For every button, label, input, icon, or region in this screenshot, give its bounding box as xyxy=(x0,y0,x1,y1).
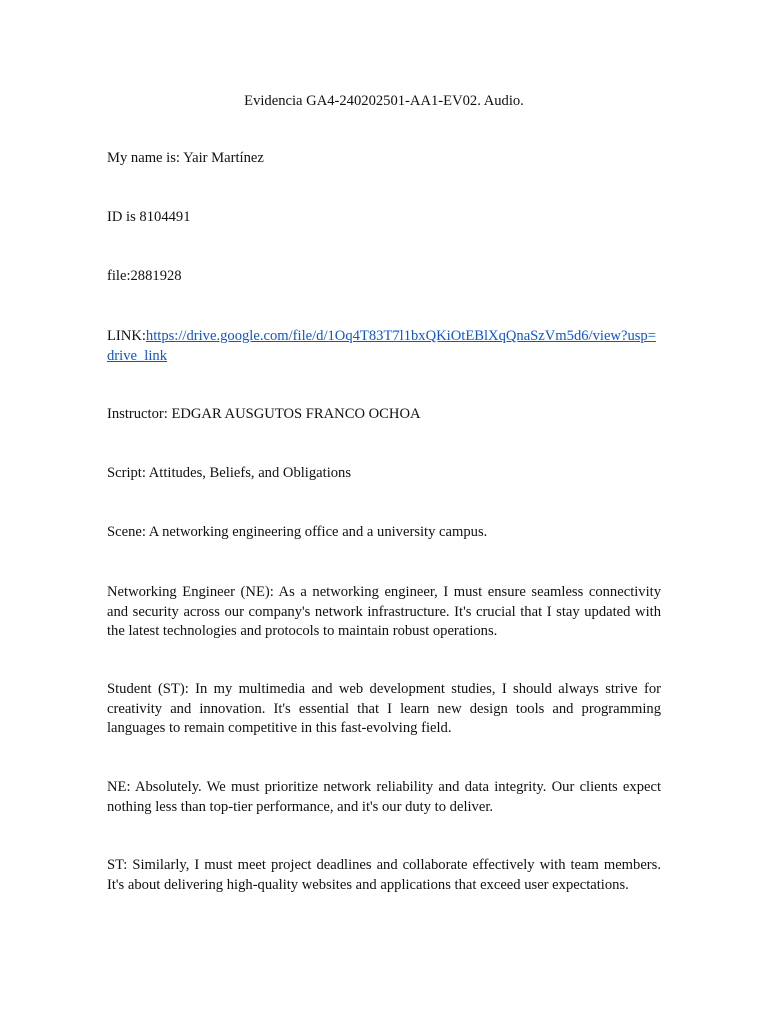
dialogue-paragraph: Student (ST): In my multimedia and web development studies, I should always strive for creativity and innovation. It's essential that I learn new design tools and programming languages to remain competitive in this fast-evolving field. xyxy=(107,681,661,736)
file-line: file:2881928 xyxy=(107,268,182,284)
link-label: LINK: xyxy=(107,328,146,344)
name-line: My name is: Yair Martínez xyxy=(107,150,264,166)
scene-line: Scene: A networking engineering office and a university campus. xyxy=(107,524,488,540)
document-title: Evidencia GA4-240202501-AA1-EV02. Audio. xyxy=(244,93,524,109)
script-line: Script: Attitudes, Beliefs, and Obligations xyxy=(107,465,352,481)
dialogue-paragraph: ST: Similarly, I must meet project deadlines and collaborate effectively with team members. It's about delivering high-quality websites and applications that exceed user expectations. xyxy=(107,857,661,893)
link-line xyxy=(107,327,661,366)
drive-link[interactable]: https://drive.google.com/file/d/1Oq4T83T7l1bxQKiOtEBlXqQnaSzVm5d6/view?usp=drive_link xyxy=(107,328,656,364)
instructor-line: Instructor: EDGAR AUSGUTOS FRANCO OCHOA xyxy=(107,406,421,422)
id-line: ID is 8104491 xyxy=(107,209,191,225)
dialogue-paragraph: NE: Absolutely. We must prioritize network reliability and data integrity. Our clients expect nothing less than top-tier performance, and it's our duty to deliver. xyxy=(107,779,661,815)
dialogue-paragraph: Networking Engineer (NE): As a networking engineer, I must ensure seamless connectivity and security across our company's network infrastructure. It's crucial that I stay updated with the latest technologies and protocols to maintain robust operations. xyxy=(107,584,661,639)
